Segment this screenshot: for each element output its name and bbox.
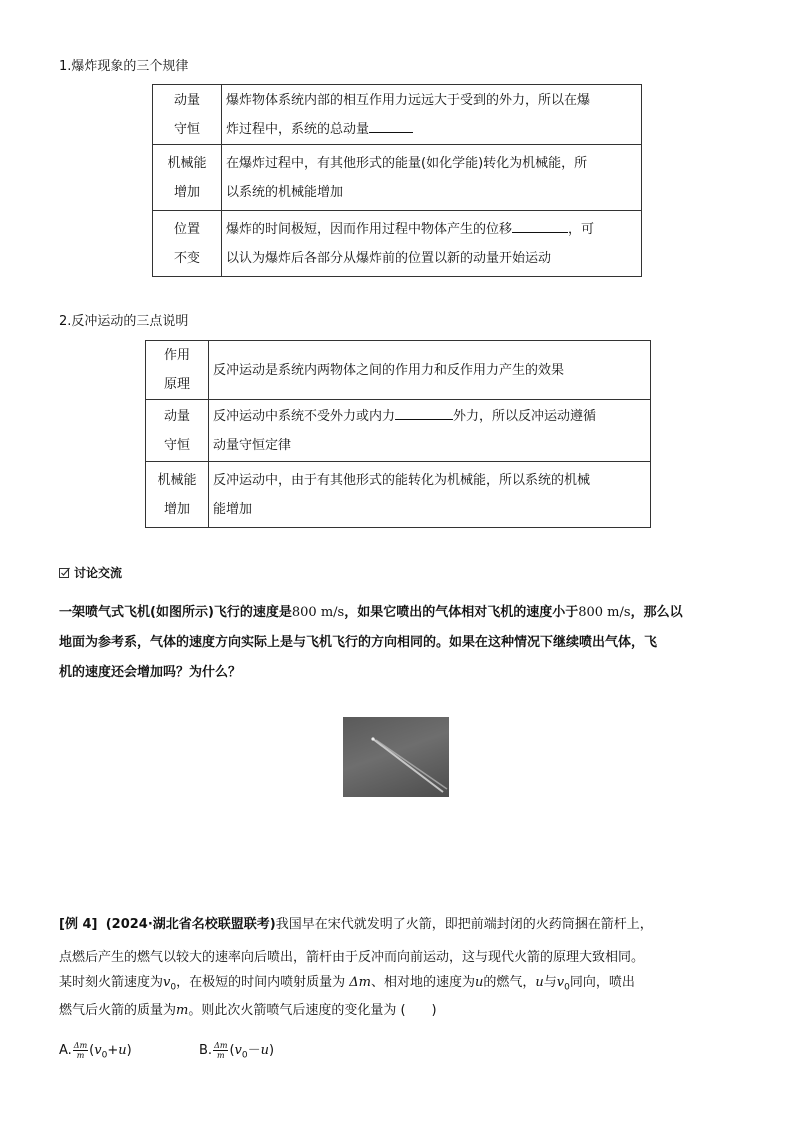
table-row: [153, 85, 642, 145]
example-tag: [例 4]: [59, 917, 98, 932]
jet-contrail-drawing: [343, 717, 449, 797]
example-4: [例 4] (2024·湖北省名校联盟联考)我国早在宋代就发明了火箭，即把前端封闭的火药筒捆在箭杆上， 点燃后产生的燃气以较大的速率向后喷出，箭杆由于反冲而向前运动，这与现代火箭的原理大致相同。 某时刻火箭速度为$v_0$，在极短的时间内喷射质量为 Δm、相对地的速度为u的燃气，u与$v_0$同向，喷出 燃气后火箭的质量为m。则此次火箭喷气后速度的变化量为 ( ): [59, 917, 653, 1018]
fill-blank: [512, 218, 568, 233]
row-label: 机械能 增加: [146, 462, 209, 528]
discussion-heading-text: 讨论交流: [74, 566, 123, 580]
recoil-notes-table: [145, 340, 651, 528]
table-row: [146, 400, 651, 462]
row-label: 动量 守恒: [146, 400, 209, 462]
row-label: 作用 原理: [146, 341, 209, 400]
explosion-rules-table: [152, 84, 642, 277]
fill-blank: [369, 118, 413, 133]
row-text: 反冲运动是系统内两物体之间的作用力和反作用力产生的效果: [209, 341, 651, 400]
row-text: 在爆炸过程中，有其他形式的能量(如化学能)转化为机械能，所 以系统的机械能增加: [222, 145, 642, 211]
row-text: 反冲运动中，由于有其他形式的能转化为机械能，所以系统的机械 能增加: [209, 462, 651, 528]
option-b: B. $\frac{\Delta m}{m}$ $(v_0-u)$: [199, 1041, 275, 1061]
checkbox-edit-icon: [59, 567, 71, 583]
row-label: 位置 不变: [153, 211, 222, 277]
discussion-heading: [59, 565, 122, 583]
table-row: [146, 341, 651, 400]
section2-title: 2.反冲运动的三点说明: [59, 314, 189, 329]
section1-title: 1.爆炸现象的三个规律: [59, 59, 189, 74]
discussion-question: 一架喷气式飞机(如图所示)飞行的速度是800 m/s，如果它喷出的气体相对飞机的速度小于800 m/s，那么以 地面为参考系，气体的速度方向实际上是与飞机飞行的方向相同的。如果在这种情况下继续喷出气体，飞 机的速度还会增加吗？为什么？: [59, 605, 683, 680]
row-label: 机械能 增加: [153, 145, 222, 211]
example-source: (2024·湖北省名校联盟联考): [105, 917, 276, 932]
row-text: 爆炸物体系统内部的相互作用力远远大于受到的外力，所以在爆 炸过程中，系统的总动量: [222, 85, 642, 145]
option-a: A. $\frac{\Delta m}{m}$ $(v_0+u)$: [59, 1041, 132, 1061]
table-row: [153, 145, 642, 211]
table-row: [146, 462, 651, 528]
row-label: 动量 守恒: [153, 85, 222, 145]
table-row: [153, 211, 642, 277]
row-text: 反冲运动中系统不受外力或内力 外力，所以反冲运动遵循 动量守恒定律: [209, 400, 651, 462]
fill-blank: [395, 405, 453, 420]
jet-contrail-photo: [343, 717, 449, 797]
row-text: 爆炸的时间极短，因而作用过程中物体产生的位移 ，可 以认为爆炸后各部分从爆炸前的位置以新的动量开始运动: [222, 211, 642, 277]
